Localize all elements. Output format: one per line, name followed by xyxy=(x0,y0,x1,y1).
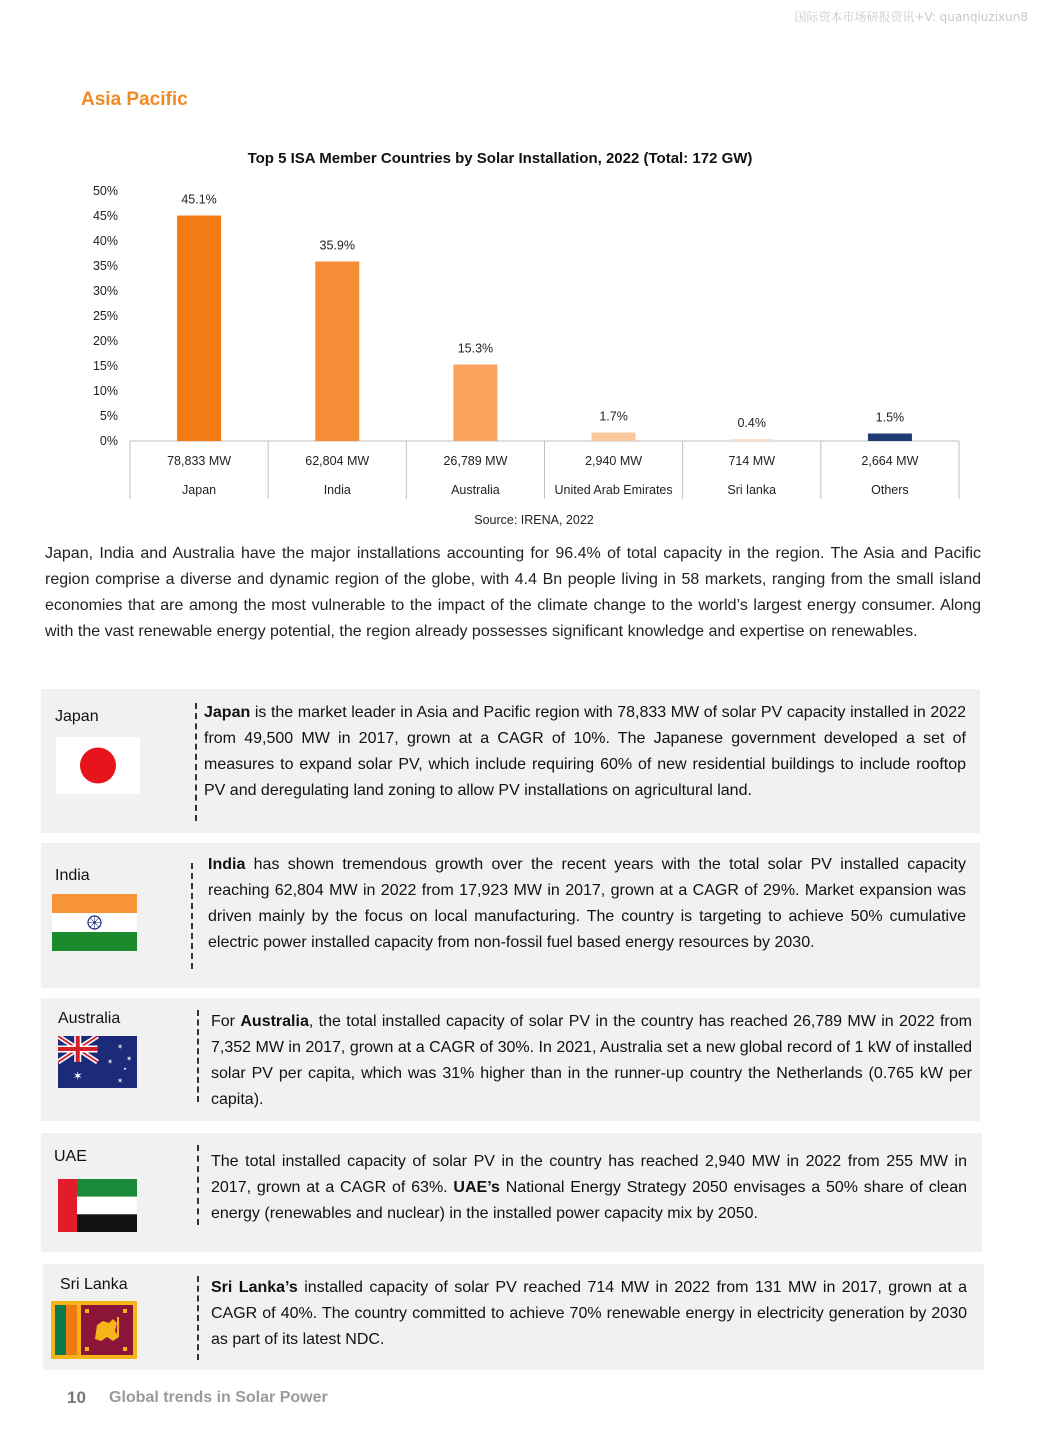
capacity-label: 2,940 MW xyxy=(585,454,643,468)
card-divider xyxy=(197,1276,199,1360)
australia-flag-icon xyxy=(58,1036,137,1088)
bar xyxy=(177,216,221,442)
country-name: India xyxy=(55,867,90,884)
card-divider xyxy=(197,1145,199,1225)
capacity-label: 2,664 MW xyxy=(861,454,919,468)
card-text-intro: For xyxy=(211,1013,241,1030)
category-label: Others xyxy=(871,483,909,497)
country-card-japan xyxy=(41,689,980,833)
japan-flag-icon xyxy=(56,737,140,794)
card-text-intro: The total installed capacity of solar PV in the country has reached 2,940 MW in 2022 from 255 MW in 2017, grown at a CAGR of 63%. xyxy=(211,1153,967,1196)
bar xyxy=(315,262,359,442)
bar xyxy=(868,434,912,442)
y-tick-label: 35% xyxy=(92,259,118,273)
data-label: 0.4% xyxy=(737,416,766,430)
card-text-body: installed capacity of solar PV reached 714 MW in 2022 from 131 MW in 2017, grown at a CAGR of 40%. The country committed to achieve 70% renewable energy in electricity generation by 2030 as part of its latest NDC. xyxy=(211,1279,967,1348)
category-label: United Arab Emirates xyxy=(554,483,673,497)
svg-text:✶: ✶ xyxy=(117,1043,123,1051)
country-name: Sri Lanka xyxy=(60,1276,128,1293)
country-name: Japan xyxy=(55,708,99,725)
y-tick-label: 0% xyxy=(99,434,118,448)
chart-title: Top 5 ISA Member Countries by Solar Installation, 2022 (Total: 172 GW) xyxy=(247,150,753,167)
uae-flag-icon xyxy=(58,1179,137,1232)
card-text-body: has shown tremendous growth over the recent years with the total solar PV installed capacity reaching 62,804 MW in 2022 from 17,923 MW in 2017, grown at a CAGR of 29%. Market expansion was driven mainly by the focus on local manufacturing. The country is targeting to achieve 50% cumulative electric power installed capacity from non-fossil fuel based energy resources by 2030. xyxy=(208,856,966,951)
y-tick-label: 20% xyxy=(92,334,118,348)
data-label: 1.5% xyxy=(875,410,905,425)
watermark: 国际资本市场研报资讯+V: quanqiuzixun8 xyxy=(794,10,1028,24)
card-description xyxy=(211,1009,972,1113)
chart-source: Source: IRENA, 2022 xyxy=(474,513,594,527)
country-card-india xyxy=(41,843,980,988)
y-tick-label: 45% xyxy=(92,209,118,223)
country-highlight: Australia xyxy=(240,1013,309,1030)
svg-text:★: ★ xyxy=(123,1066,127,1071)
data-label: 35.9% xyxy=(319,238,355,253)
capacity-label: 62,804 MW xyxy=(305,454,370,468)
country-card-sri-lanka xyxy=(43,1264,984,1370)
country-highlight: Sri Lanka’s xyxy=(211,1279,298,1296)
svg-text:✶: ✶ xyxy=(126,1055,132,1063)
card-text-body: , the total installed capacity of solar PV in the country has reached 26,789 MW in 2022 from 7,352 MW in 2017, grown at a CAGR of 30%. In 2021, Australia set a new global record of 1 kW of installed solar PV per capita, which was 31% higher than in the runner-up country the Netherlands (0.765 kW per capita). xyxy=(211,1013,972,1108)
svg-text:✶: ✶ xyxy=(72,1069,83,1083)
section-title: Asia Pacific xyxy=(81,89,188,110)
bar-chart xyxy=(80,178,970,506)
country-card-uae xyxy=(41,1133,982,1252)
page-number: 10 xyxy=(67,1388,86,1407)
footer-title: Global trends in Solar Power xyxy=(109,1389,328,1406)
data-label: 1.7% xyxy=(599,409,628,424)
y-tick-label: 25% xyxy=(92,309,118,323)
country-highlight: UAE’s xyxy=(453,1179,500,1196)
country-highlight: Japan xyxy=(204,704,251,721)
card-divider xyxy=(197,1010,199,1102)
y-tick-label: 30% xyxy=(92,284,118,298)
country-name: Australia xyxy=(58,1010,121,1027)
data-label: 15.3% xyxy=(457,341,494,356)
category-label: Sri lanka xyxy=(727,483,777,497)
country-highlight: India xyxy=(208,856,246,873)
category-label: India xyxy=(323,483,351,497)
bar xyxy=(453,365,497,442)
india-flag-icon xyxy=(52,894,137,951)
capacity-label: 78,833 MW xyxy=(167,454,232,468)
category-label: Japan xyxy=(182,483,217,497)
y-tick-label: 50% xyxy=(92,184,118,198)
data-label: 45.1% xyxy=(181,192,217,207)
bar xyxy=(592,433,636,442)
y-tick-label: 40% xyxy=(92,234,118,248)
card-divider xyxy=(195,703,197,821)
sri-lanka-flag-icon xyxy=(51,1301,137,1359)
card-divider xyxy=(191,863,193,969)
capacity-label: 26,789 MW xyxy=(443,454,508,468)
svg-text:✶: ✶ xyxy=(107,1058,113,1066)
card-description xyxy=(208,852,966,956)
category-label: Australia xyxy=(451,483,500,497)
card-description xyxy=(204,700,966,804)
svg-text:✶: ✶ xyxy=(117,1077,123,1085)
card-text-body: National Energy Strategy 2050 envisages a 50% share of clean energy (renewables and nuclear) in the installed power capacity mix by 2050. xyxy=(211,1179,967,1222)
y-tick-label: 10% xyxy=(92,384,118,398)
country-name: UAE xyxy=(54,1148,87,1165)
capacity-label: 714 MW xyxy=(728,454,776,468)
card-description xyxy=(211,1149,967,1227)
intro-paragraph: Japan, India and Australia have the major installations accounting for 96.4% of total capacity in the region. The Asia and Pacific region comprise a diverse and dynamic region of the globe, with 4.4 Bn people living in 58 markets, ranging from the small island economies that are among the most vulnerable to the impact of the climate change to the world’s largest energy consumer. Along with the vast renewable energy potential, the region already possesses significant knowledge and expertise on renewables. xyxy=(45,545,981,640)
card-text-body: is the market leader in Asia and Pacific region with 78,833 MW of solar PV capacity installed in 2022 from 49,500 MW in 2017, grown at a CAGR of 10%. The Japanese government developed a set of measures to expand solar PV, which include requiring 60% of new residential buildings to include rooftop PV and deregulating land zoning to allow PV installations on agricultural land. xyxy=(204,704,966,799)
y-tick-label: 15% xyxy=(92,359,118,373)
country-card-australia xyxy=(41,998,980,1121)
card-description xyxy=(211,1275,967,1353)
y-tick-label: 5% xyxy=(99,409,118,423)
bar xyxy=(730,439,774,441)
